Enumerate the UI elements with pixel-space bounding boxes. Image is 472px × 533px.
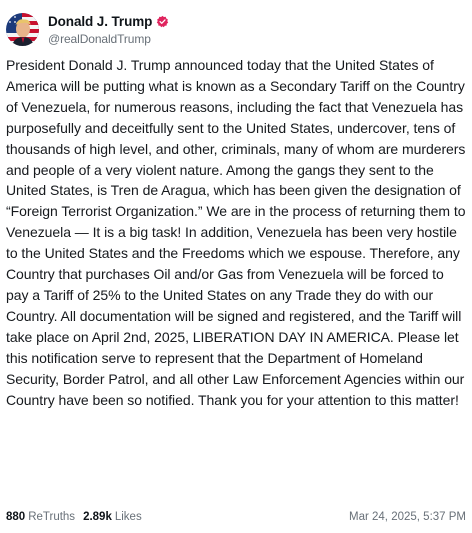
author-display-name[interactable]: Donald J. Trump [48,13,153,29]
retruths-label: ReTruths [28,511,76,523]
retruths-stat[interactable] [6,511,75,523]
likes-stat[interactable] [83,511,142,523]
post-header [6,10,169,48]
name-row [48,12,169,30]
likes-count: 2.89k [83,511,112,523]
retruths-count: 880 [6,511,26,523]
profile-photo-avatar [6,13,39,46]
verified-badge-icon [156,15,169,28]
avatar[interactable] [6,13,39,46]
likes-label: Likes [114,511,142,523]
post-footer [6,508,466,526]
author-names [48,12,169,46]
author-handle[interactable]: @realDonaldTrump [48,32,151,46]
post-timestamp[interactable]: Mar 24, 2025, 5:37 PM [349,511,466,523]
post-text: President Donald J. Trump announced today that the United States of America will be putting what is known as a Secondary Tariff on the Country of Venezuela, for numerous reasons, including the fact that Venezuela has purposefully and deceitfully sent to the United States, undercover, tens of thousands of high level, and other, criminals, many of whom are murderers and people of a very violent nature. Among the gangs they sent to the United States, is Tren de Aragua, which has been given the designation of “Foreign Terrorist Organization.” We are in the process of returning them to Venezuela — It is a big task! In addition, Venezuela has been very hostile to the United States and the Freedoms which we espouse. Therefore, any Country that purchases Oil and/or Gas from Venezuela will be forced to pay a Tariff of 25% to the United States on any Trade they do with our Country. All documentation will be signed and registered, and the Tariff will take place on April 2nd, 2025, LIBERATION DAY IN AMERICA. Please let this notification serve to represent that the Department of Homeland Security, Border Patrol, and all other Law Enforcement Agencies within our Country have been so notified. Thank you for your attention to this matter! [6,57,470,408]
